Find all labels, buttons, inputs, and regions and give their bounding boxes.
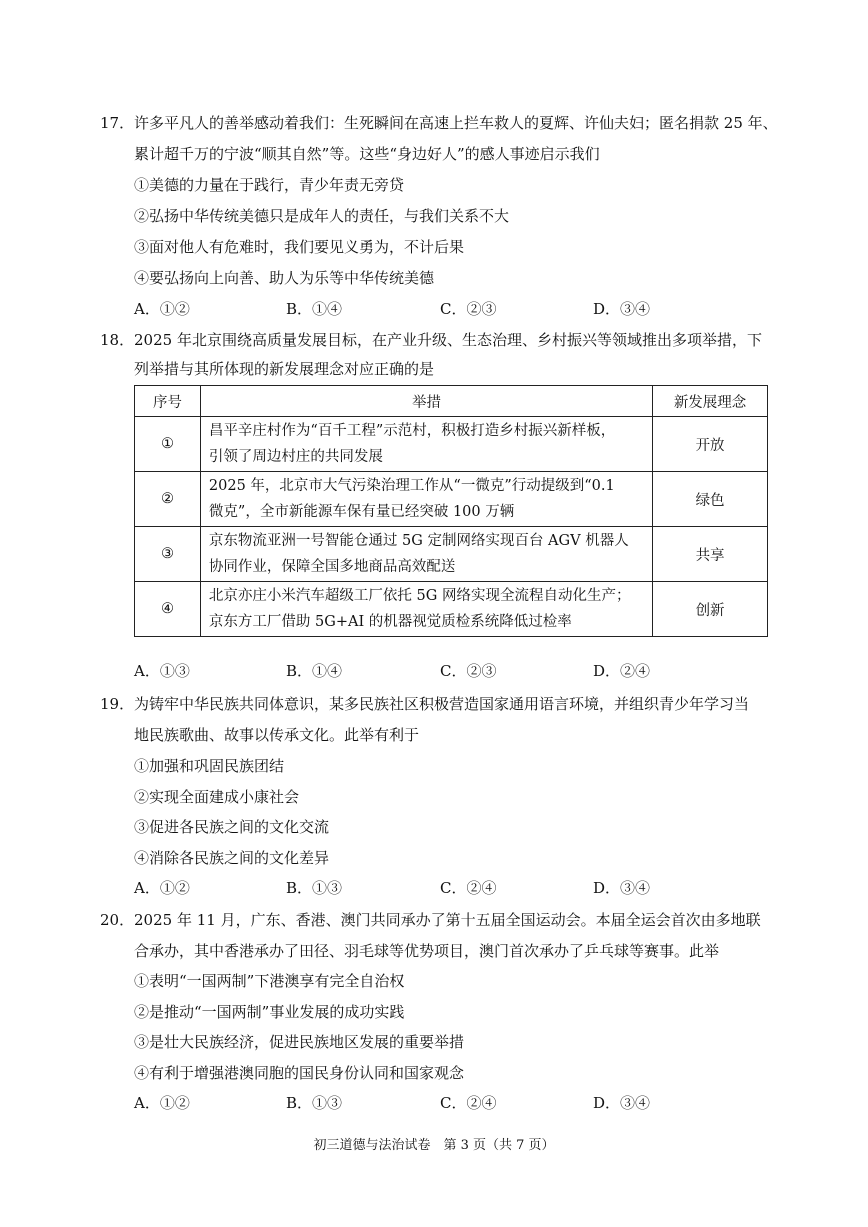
question-stem-line: 合承办，其中香港承办了田径、羽毛球等优势项目，澳门首次承办了乒乓球等赛事。此举 xyxy=(134,942,720,960)
column-header-measure: 举措 xyxy=(200,386,652,417)
answer-choice-b: B．①④ xyxy=(286,300,343,318)
answer-choice-a: A．①② xyxy=(134,1094,190,1112)
row-number: ④ xyxy=(135,582,201,637)
row-measure: 京东物流亚洲一号智能仓通过 5G 定制网络实现百台 AGV 机器人 协同作业，保障全国多地商品高效配送 xyxy=(200,527,652,582)
question-number: 20． xyxy=(100,911,135,929)
measures-table xyxy=(134,385,768,637)
row-concept: 共享 xyxy=(653,527,768,582)
statement-option: ②弘扬中华传统美德只是成年人的责任，与我们关系不大 xyxy=(134,207,510,225)
table-row xyxy=(135,527,768,582)
answer-choices xyxy=(134,877,774,899)
answer-choice-b: B．①④ xyxy=(286,662,343,680)
statement-option: ②实现全面建成小康社会 xyxy=(134,788,300,806)
answer-choices xyxy=(134,1092,774,1114)
column-header-number: 序号 xyxy=(135,386,201,417)
question-stem-line: 17．许多平凡人的善举感动着我们：生死瞬间在高速上拦车救人的夏辉、许仙夫妇；匿名捐款 25 年、 xyxy=(100,114,778,132)
question-stem-line: 累计超千万的宁波“顺其自然”等。这些“身边好人”的感人事迹启示我们 xyxy=(134,145,600,163)
row-number: ③ xyxy=(135,527,201,582)
row-number: ② xyxy=(135,472,201,527)
question-stem-line: 列举措与其所体现的新发展理念对应正确的是 xyxy=(134,360,435,378)
column-header-concept: 新发展理念 xyxy=(653,386,768,417)
question-stem-line: 地民族歌曲、故事以传承文化。此举有利于 xyxy=(134,726,420,744)
answer-choice-a: A．①③ xyxy=(134,662,190,680)
question-stem-line: 19．为铸牢中华民族共同体意识，某多民族社区积极营造国家通用语言环境，并组织青少年学习当 xyxy=(100,695,750,713)
statement-option: ②是推动“一国两制”事业发展的成功实践 xyxy=(134,1003,405,1021)
question-number: 19． xyxy=(100,695,135,713)
table-row xyxy=(135,472,768,527)
question-number: 17． xyxy=(100,114,135,132)
question-stem-line: 18．2025 年北京围绕高质量发展目标，在产业升级、生态治理、乡村振兴等领域推出多项举措，下 xyxy=(100,331,762,349)
answer-choice-b: B．①③ xyxy=(286,879,343,897)
answer-choice-d: D．③④ xyxy=(593,1094,651,1112)
row-measure: 北京亦庄小米汽车超级工厂依托 5G 网络实现全流程自动化生产； 京东方工厂借助 5G+AI 的机器视觉质检系统降低过检率 xyxy=(200,582,652,637)
question-number: 18． xyxy=(100,331,135,349)
statement-option: ①表明“一国两制”下港澳享有完全自治权 xyxy=(134,972,405,990)
statement-option: ④消除各民族之间的文化差异 xyxy=(134,849,330,867)
answer-choice-b: B．①③ xyxy=(286,1094,343,1112)
answer-choice-d: D．②④ xyxy=(593,662,651,680)
row-concept: 创新 xyxy=(653,582,768,637)
statement-option: ③是壮大民族经济，促进民族地区发展的重要举措 xyxy=(134,1033,465,1051)
answer-choice-d: D．③④ xyxy=(593,879,651,897)
row-concept: 绿色 xyxy=(653,472,768,527)
answer-choice-a: A．①② xyxy=(134,300,190,318)
table-row xyxy=(135,582,768,637)
row-number: ① xyxy=(135,417,201,472)
answer-choice-c: C．②④ xyxy=(440,879,497,897)
row-measure: 昌平辛庄村作为“百千工程”示范村，积极打造乡村振兴新样板， 引领了周边村庄的共同发展 xyxy=(200,417,652,472)
question-stem-line: 20．2025 年 11 月，广东、香港、澳门共同承办了第十五届全国运动会。本届全运会首次由多地联 xyxy=(100,911,761,929)
answer-choice-c: C．②③ xyxy=(440,300,497,318)
page-footer: 初三道德与法治试卷 第 3 页（共 7 页） xyxy=(313,1138,555,1153)
statement-option: ③促进各民族之间的文化交流 xyxy=(134,818,330,836)
table-row xyxy=(135,417,768,472)
statement-option: ③面对他人有危难时，我们要见义勇为，不计后果 xyxy=(134,238,465,256)
answer-choice-c: C．②④ xyxy=(440,1094,497,1112)
statement-option: ①美德的力量在于践行，青少年责无旁贷 xyxy=(134,176,405,194)
answer-choice-c: C．②③ xyxy=(440,662,497,680)
statement-option: ①加强和巩固民族团结 xyxy=(134,757,285,775)
row-measure: 2025 年，北京市大气污染治理工作从“一微克”行动提级到“0.1 微克”，全市新能源车保有量已经突破 100 万辆 xyxy=(200,472,652,527)
row-concept: 开放 xyxy=(653,417,768,472)
table-header-row xyxy=(135,386,768,417)
statement-option: ④有利于增强港澳同胞的国民身份认同和国家观念 xyxy=(134,1064,465,1082)
answer-choice-d: D．③④ xyxy=(593,300,651,318)
answer-choices xyxy=(134,298,774,320)
answer-choice-a: A．①② xyxy=(134,879,190,897)
answer-choices xyxy=(134,660,774,682)
statement-option: ④要弘扬向上向善、助人为乐等中华传统美德 xyxy=(134,269,435,287)
